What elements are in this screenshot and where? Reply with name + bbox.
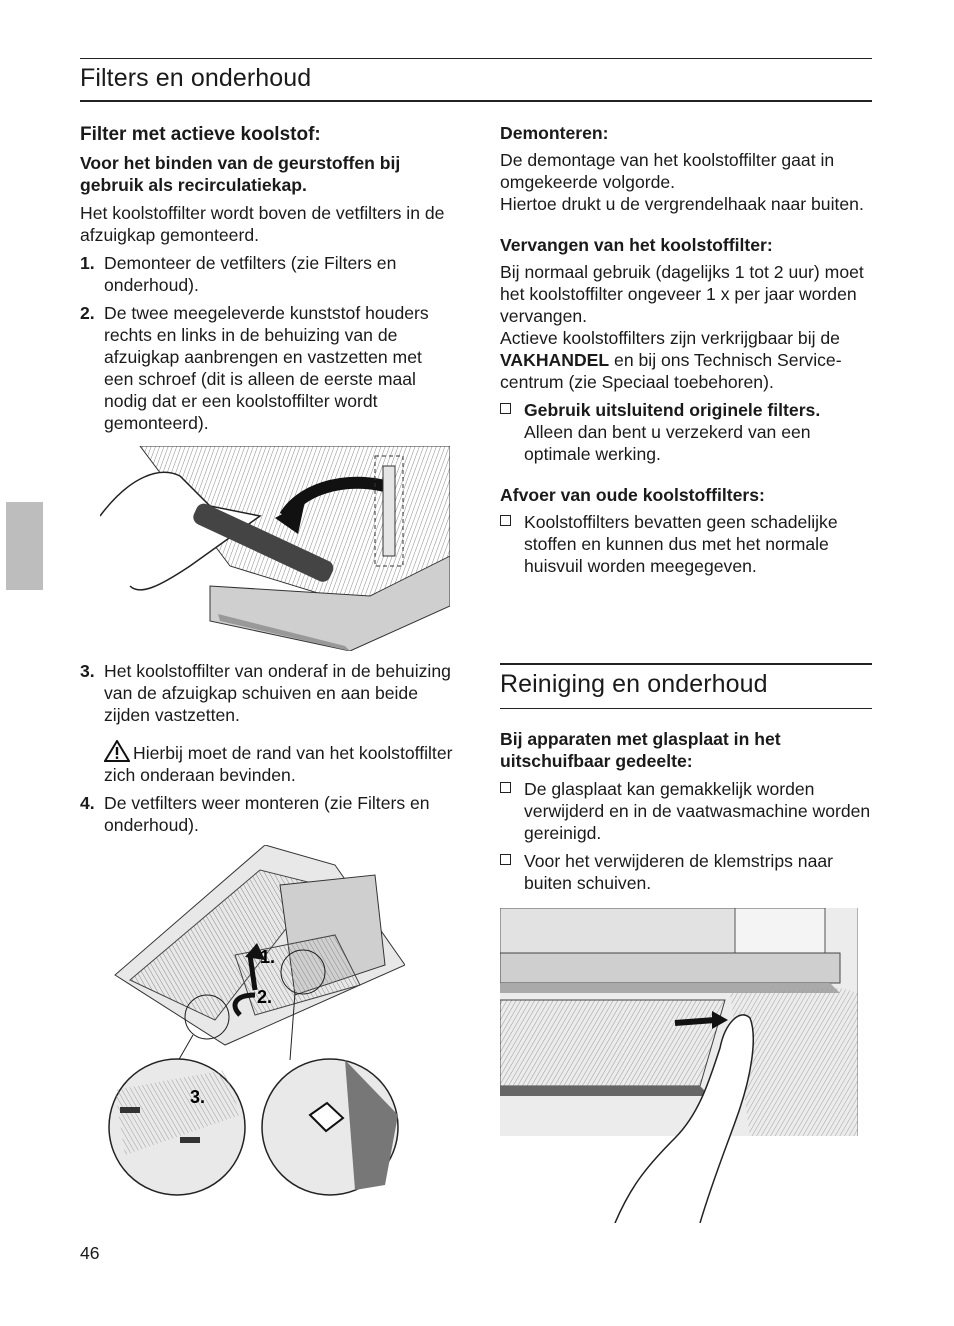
subhead-activated-carbon: Filter met actieve koolstof: <box>80 124 321 145</box>
original-filters-text: Alleen dan bent u verzekerd van een optimale werking. <box>524 422 811 464</box>
vervangen-text-2a: Actieve koolstoffilters zijn verkrijgbaar bij de <box>500 328 840 348</box>
warning-note <box>80 740 455 786</box>
demonteren-heading: Demonteren: <box>500 123 609 143</box>
afvoer-text: Koolstoffilters bevatten geen schadelijke stoffen en kunnen dus met het normale huisvuil worden meegegeven. <box>524 512 838 576</box>
original-filters-bold: Gebruik uitsluitend originele filters. <box>524 400 821 420</box>
header-top-rule <box>80 58 872 59</box>
step-number: 4. <box>80 793 95 813</box>
step-number: 3. <box>80 661 95 681</box>
vakhandel-emphasis: VAKHANDEL <box>500 350 610 370</box>
afvoer-note <box>500 511 872 577</box>
left-column-top <box>80 124 455 434</box>
warning-text: Hierbij moet de rand van het koolstoffilter zich onderaan bevinden. <box>104 743 453 785</box>
warning-icon <box>104 740 130 762</box>
figure-label-2: 2. <box>257 987 273 1007</box>
glas-item-2 <box>500 850 872 894</box>
left-column-bottom <box>80 660 455 836</box>
vervangen-text: Bij normaal gebruik (dagelijks 1 tot 2 uur) moet het koolstoffilter ongeveer 1 x per jaar worden vervangen. <box>500 262 864 326</box>
figure-holder-mounting <box>100 446 450 651</box>
step-text: Demonteer de vetfilters (zie Filters en onderhoud). <box>104 253 397 295</box>
glas-item-text: Voor het verwijderen de klemstrips naar buiten schuiven. <box>524 851 834 893</box>
demonteren-text: De demontage van het koolstoffilter gaat in omgekeerde volgorde. <box>500 150 835 192</box>
step-number: 2. <box>80 303 95 323</box>
step-4 <box>80 792 455 836</box>
figure-glass-plate-removal <box>500 908 858 1223</box>
vervangen-heading: Vervangen van het koolstoffilter: <box>500 235 773 255</box>
header-bottom-rule <box>80 100 872 102</box>
reiniging-bottom-rule <box>500 708 872 709</box>
step-number: 1. <box>80 253 95 273</box>
vervangen-text-2 <box>500 327 872 393</box>
checkbox-bullet-icon <box>500 782 511 793</box>
afvoer-heading: Afvoer van oude koolstoffilters: <box>500 485 765 505</box>
demonteren-text-2: Hiertoe drukt u de vergrendelhaak naar buiten. <box>500 194 864 214</box>
checkbox-bullet-icon <box>500 854 511 865</box>
figure-label-3: 3. <box>190 1087 206 1107</box>
intro-bold: Voor het binden van de geurstoffen bij gebruik als recirculatiekap. <box>80 153 401 195</box>
vervangen-text-2b: en bij ons Technisch Service-centrum (zie Speciaal toebehoren). <box>500 350 842 392</box>
glas-heading: Bij apparaten met glasplaat in het uitschuifbaar gedeelte: <box>500 729 781 771</box>
glas-item-1 <box>500 778 872 844</box>
side-tab-marker <box>6 502 43 590</box>
step-2 <box>80 302 455 434</box>
glas-item-text: De glasplaat kan gemakkelijk worden verwijderd en in de vaatwasmachine worden gereinigd. <box>524 779 871 843</box>
intro-text: Het koolstoffilter wordt boven de vetfilters in de afzuigkap gemonteerd. <box>80 203 445 245</box>
reiniging-top-rule <box>500 663 872 665</box>
figure-label-1: 1. <box>260 947 276 967</box>
step-text: De twee meegeleverde kunststof houders rechts en links in de behuizing van de afzuigkap aanbrengen en vastzetten met een schroef (dit is alleen de eerste maal nodig dat er een koolstoffilter wordt gemonteerd). <box>104 303 429 433</box>
page-title: Filters en onderhoud <box>80 64 312 92</box>
figure-carbon-filter-insertion <box>105 845 405 1205</box>
page-number: 46 <box>80 1243 100 1263</box>
right-column-top <box>500 122 872 577</box>
step-1 <box>80 252 455 296</box>
step-text: Het koolstoffilter van onderaf in de behuizing van de afzuigkap schuiven en aan beide zijden vastzetten. <box>104 661 451 725</box>
checkbox-bullet-icon <box>500 403 511 414</box>
right-column-bottom <box>500 728 872 894</box>
step-3 <box>80 660 455 726</box>
original-filters-note <box>500 399 872 465</box>
reiniging-title: Reiniging en onderhoud <box>500 670 768 698</box>
checkbox-bullet-icon <box>500 515 511 526</box>
step-text: De vetfilters weer monteren (zie Filters en onderhoud). <box>104 793 430 835</box>
